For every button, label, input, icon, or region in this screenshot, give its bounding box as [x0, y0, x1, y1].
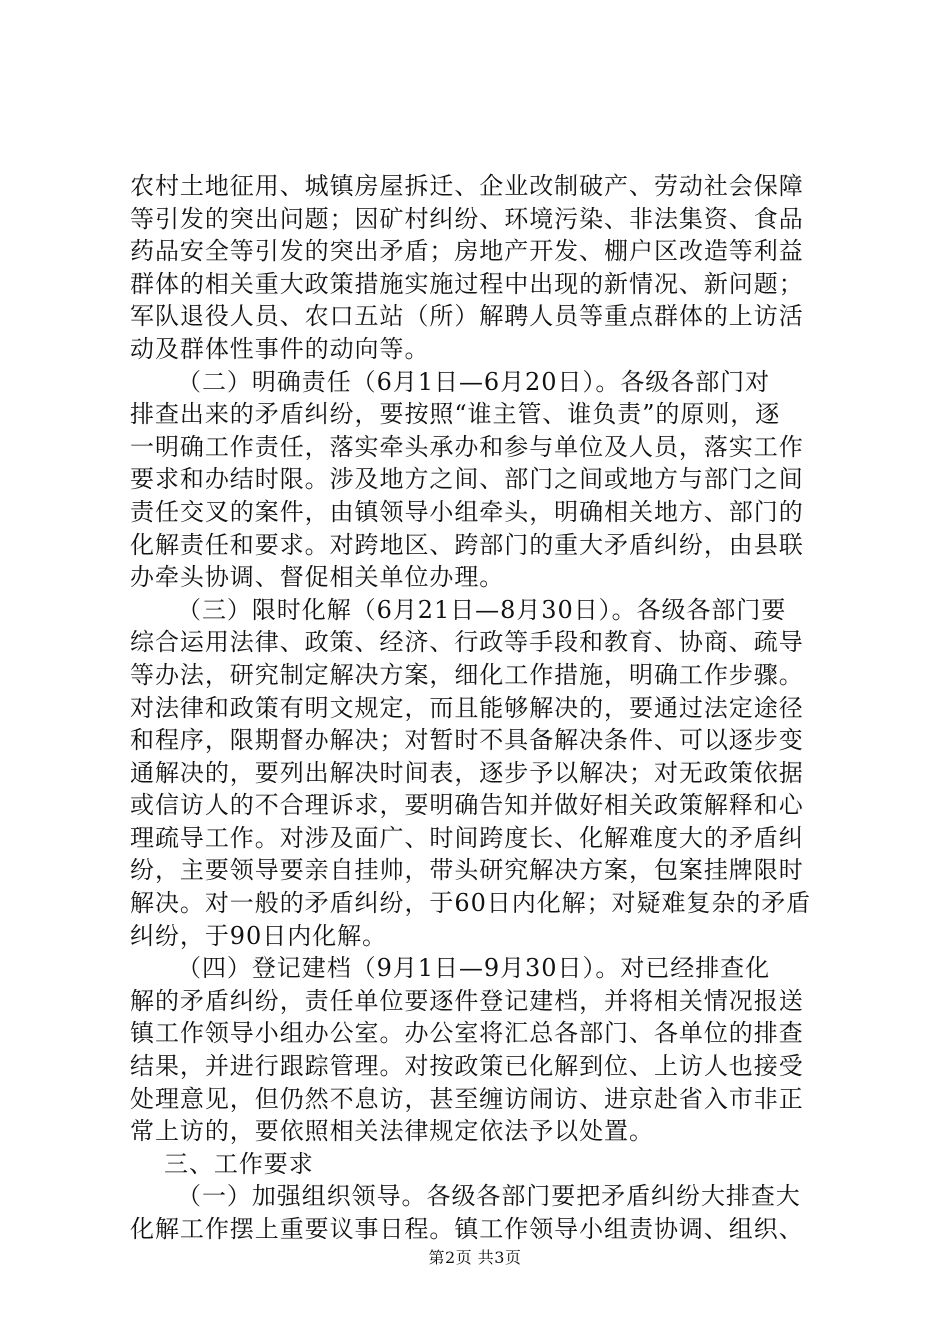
text-line: 解决。对一般的矛盾纠纷，于60日内化解；对疑难复杂的矛盾 — [130, 889, 812, 918]
text-line: 军队退役人员、农口五站（所）解聘人员等重点群体的上访活 — [130, 302, 804, 331]
text-line: 责任交叉的案件，由镇领导小组牵头，明确相关地方、部门的 — [130, 497, 804, 526]
text-line: （一）加强组织领导。各级各部门要把矛盾纠纷大排查大 — [177, 1182, 801, 1211]
text-line: 农村土地征用、城镇房屋拆迁、企业改制破产、劳动社会保障 — [130, 172, 804, 200]
text-line: 通解决的，要列出解决时间表，逐步予以解决；对无政策依据 — [130, 758, 804, 787]
text-line: 或信访人的不合理诉求，要明确告知并做好相关政策解释和心 — [130, 791, 804, 820]
text-line: 理疏导工作。对涉及面广、时间跨度长、化解难度大的矛盾纠 — [130, 823, 804, 852]
text-line: 常上访的，要依照相关法律规定依法予以处置。 — [130, 1117, 654, 1146]
text-line: 等办法，研究制定解决方案，细化工作措施，明确工作步骤。 — [130, 660, 804, 689]
document-body — [130, 170, 830, 1246]
text-line: 解的矛盾纠纷，责任单位要逐件登记建档，并将相关情况报送 — [130, 986, 804, 1015]
text-line: 结果，并进行跟踪管理。对按政策已化解到位、上访人也接受 — [130, 1052, 804, 1081]
page-footer: 第2页 共3页 — [428, 1248, 522, 1267]
text-line: 群体的相关重大政策措施实施过程中出现的新情况、新问题； — [130, 269, 804, 298]
text-line: 动及群体性事件的动向等。 — [130, 334, 430, 363]
text-line: 一明确工作责任，落实牵头承办和参与单位及人员，落实工作 — [130, 432, 804, 461]
text-line: 排查出来的矛盾纠纷，要按照“谁主管、谁负责”的原则，逐 — [130, 400, 781, 429]
text-line: 处理意见，但仍然不息访，甚至缠访闹访、进京赴省入市非正 — [130, 1084, 804, 1113]
text-line: 三、工作要求 — [164, 1149, 314, 1178]
text-line: 综合运用法律、政策、经济、行政等手段和教育、协商、疏导 — [130, 628, 804, 657]
text-line: （三）限时化解（6月21日—8月30日）。各级各部门要 — [177, 595, 787, 624]
text-line: 对法律和政策有明文规定，而且能够解决的，要通过法定途径 — [130, 693, 804, 722]
text-line: 镇工作领导小组办公室。办公室将汇总各部门、各单位的排查 — [130, 1019, 804, 1048]
text-line: 办牵头协调、督促相关单位办理。 — [130, 563, 505, 592]
text-line: （二）明确责任（6月1日—6月20日）。各级各部门对 — [177, 367, 771, 396]
text-line: 和程序，限期督办解决；对暂时不具备解决条件、可以逐步变 — [130, 726, 804, 755]
text-line: 化解责任和要求。对跨地区、跨部门的重大矛盾纠纷，由县联 — [130, 530, 804, 559]
text-line: （四）登记建档（9月1日—9月30日）。对已经排查化 — [177, 954, 771, 983]
text-line: 要求和办结时限。涉及地方之间、部门之间或地方与部门之间 — [130, 465, 804, 494]
text-line: 化解工作摆上重要议事日程。镇工作领导小组责协调、组织、 — [130, 1215, 804, 1243]
text-line: 等引发的突出问题；因矿村纠纷、环境污染、非法集资、食品 — [130, 204, 804, 233]
text-line: 纠纷，于90日内化解。 — [130, 921, 387, 950]
text-line: 纷，主要领导要亲自挂帅，带头研究解决方案，包案挂牌限时 — [130, 856, 804, 885]
text-line: 药品安全等引发的突出矛盾；房地产开发、棚户区改造等利益 — [130, 237, 804, 266]
